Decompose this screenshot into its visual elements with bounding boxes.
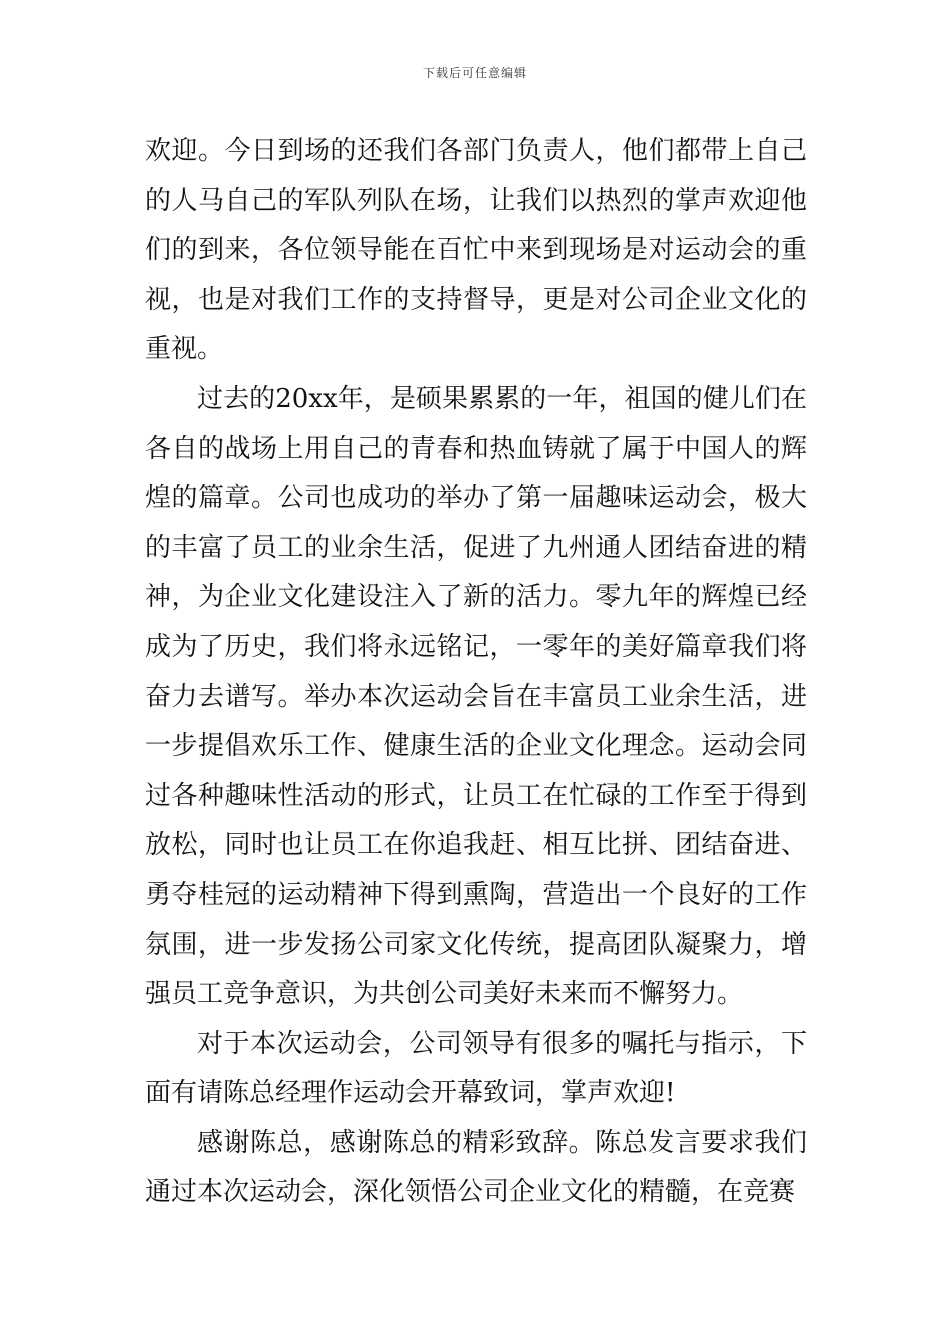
header-note: 下载后可任意编辑 [422,66,527,80]
paragraph-past-year: 过去的20xx年，是硕果累累的一年，祖国的健儿们在各自的战场上用自己的青春和热血铸就了属于中国人的辉煌的篇章。公司也成功的举办了第一届趣味运动会，极大的丰富了员工的业余生活，促进了九州通人团结奋进的精神，为企业文化建设注入了新的活力。零九年的辉煌已经成为了历史，我们将永远铭记，一零年的美好篇章我们将奋力去谱写。举办本次运动会旨在丰富员工业余生活，进一步提倡欢乐工作、健康生活的企业文化理念。运动会同过各种趣味性活动的形式，让员工在忙碌的工作至于得到放松，同时也让员工在你追我赶、相互比拼、团结奋进、勇夺桂冠的运动精神下得到熏陶，营造出一个良好的工作氛围，进一步发扬公司家文化传统，提高团队凝聚力，增强员工竞争意识，为共创公司美好未来而不懈努力。 [145,383,807,1010]
paragraph-thanks: 感谢陈总，感谢陈总的精彩致辞。陈总发言要求我们通过本次运动会，深化领悟公司企业文化的精髓，在竞赛 [145,1127,807,1208]
paragraph-leader-invite: 对于本次运动会，公司领导有很多的嘱托与指示，下面有请陈总经理作运动会开幕致词，掌声欢迎! [145,1028,807,1109]
document-body [145,127,807,1218]
paragraph-welcome: 欢迎。今日到场的还我们各部门负责人，他们都带上自己的人马自己的军队列队在场，让我们以热烈的掌声欢迎他们的到来，各位领导能在百忙中来到现场是对运动会的重视，也是对我们工作的支持督导，更是对公司企业文化的重视。 [145,136,807,365]
